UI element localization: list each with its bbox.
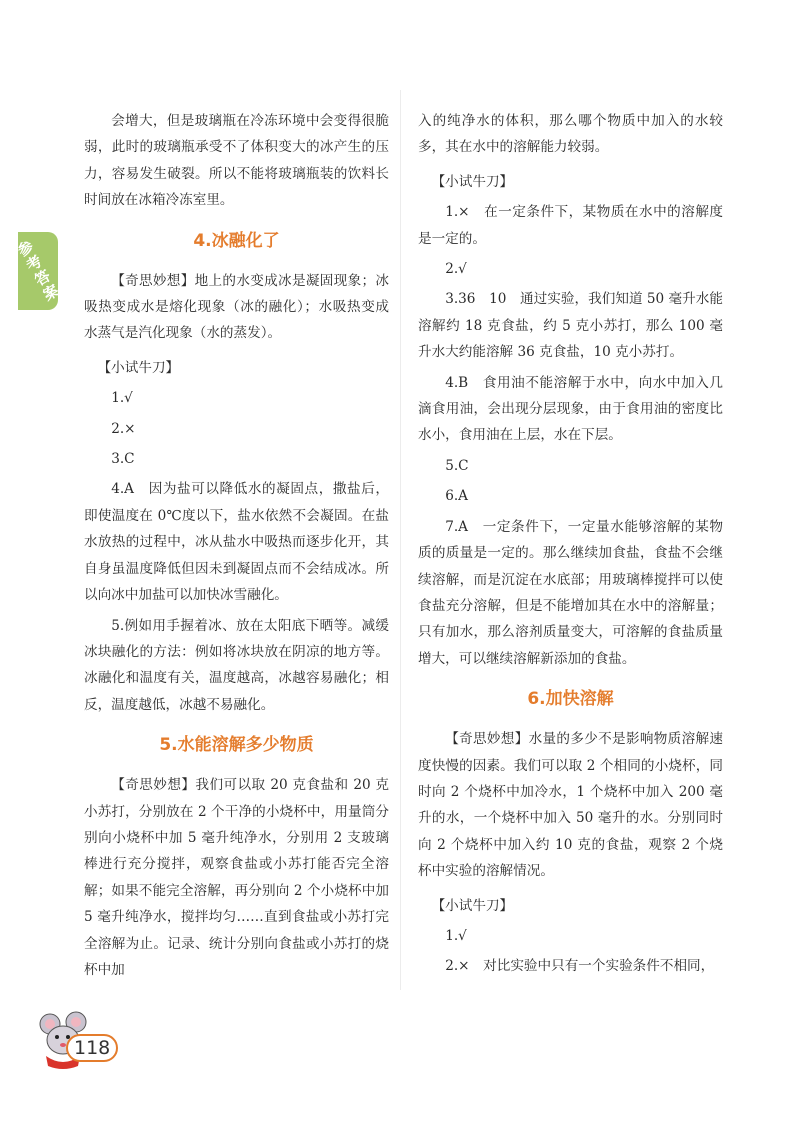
answer-item: 4.A 因为盐可以降低水的凝固点，撒盐后，即使温度在 0℃度以下，盐水依然不会凝固。在盐水放热的过程中，冰从盐水中吸热而逐步化开，其自身虽温度降低但因未到凝固点而不会结成冰。所以向冰中加盐可以加快冰雪融化。 bbox=[84, 481, 389, 604]
section-title-6: 6.加快溶解 bbox=[527, 689, 614, 710]
answer-item: 2.× bbox=[111, 420, 136, 437]
think-paragraph: 【奇思妙想】地上的水变成冰是凝固现象；冰吸热变成水是熔化现象（冰的融化）；水吸热变成水蒸气是汽化现象（水的蒸发）。 bbox=[84, 272, 389, 342]
right-column bbox=[418, 108, 723, 980]
answer-item: 2.√ bbox=[445, 261, 467, 278]
answer-item: 2.× 对比实验中只有一个实验条件不相同， bbox=[445, 958, 715, 975]
answer-item: 1.√ bbox=[111, 390, 133, 407]
think-paragraph: 【奇思妙想】我们可以取 20 克食盐和 20 克小苏打，分别放在 2 个干净的小烧杯中，用量筒分别向小烧杯中加 5 毫升纯净水，分别用 2 支玻璃棒进行充分搅拌，观察食盐或小苏打能否完全溶解；如果不能完全溶解，再分别向 2 个小烧杯中加 5 毫升纯净水，搅拌均匀……直到食盐或小苏打完全溶解为止。记录、统计分别向食盐或小苏打的烧杯中加 bbox=[84, 777, 389, 978]
answer-item: 7.A 一定条件下，一定量水能够溶解的某物质的质量是一定的。那么继续加食盐，食盐不会继续溶解，而是沉淀在水底部；用玻璃棒搅拌可以使食盐充分溶解，但是不能增加其在水中的溶解量；只有加水，那么溶剂质量变大，可溶解的食盐质量增大，可以继续溶解新添加的食盐。 bbox=[418, 518, 723, 667]
paragraph: 会增大，但是玻璃瓶在冷冻环境中会变得很脆弱，此时的玻璃瓶承受不了体积变大的冰产生的压力，容易发生破裂。所以不能将玻璃瓶装的饮料长时间放在冰箱冷冻室里。 bbox=[84, 113, 389, 209]
think-paragraph: 【奇思妙想】水量的多少不是影响物质溶解速度快慢的因素。我们可以取 2 个相同的小烧杯，同时向 2 个烧杯中加冷水，1 个烧杯中加入 200 毫升的水，一个烧杯中加入 50 毫升的水。分别同时向 2 个烧杯中加入约 10 克的食盐，观察 2 个烧杯中实验的溶解情况。 bbox=[418, 731, 723, 880]
test-label: 【小试牛刀】 bbox=[431, 173, 514, 190]
column-divider bbox=[400, 90, 401, 990]
section-title-5: 5.水能溶解多少物质 bbox=[159, 735, 314, 756]
answer-item: 4.B 食用油不能溶解于水中，向水中加入几滴食用油，会出现分层现象，由于食用油的密度比水小，食用油在上层，水在下层。 bbox=[418, 374, 723, 444]
side-tab-answer-key bbox=[12, 232, 63, 310]
answer-item: 5.例如用手握着冰、放在太阳底下晒等。减缓冰块融化的方法：例如将冰块放在阴凉的地方等。冰融化和温度有关，温度越高，冰越容易融化；相反，温度越低，冰越不易融化。 bbox=[84, 617, 389, 713]
test-label: 【小试牛刀】 bbox=[97, 359, 180, 376]
page-number: 118 bbox=[66, 1034, 118, 1062]
section-title-4: 4.冰融化了 bbox=[193, 230, 280, 251]
answer-item: 1.× 在一定条件下，某物质在水中的溶解度是一定的。 bbox=[418, 204, 723, 247]
answer-item: 3.C bbox=[111, 451, 135, 468]
answer-item: 1.√ bbox=[445, 927, 467, 944]
test-label: 【小试牛刀】 bbox=[431, 897, 514, 914]
answer-item: 6.A bbox=[445, 488, 468, 505]
answer-item: 3.36 10 通过实验，我们知道 50 毫升水能溶解约 18 克食盐，约 5 克小苏打，那么 100 毫升水大约能溶解 36 克食盐，10 克小苏打。 bbox=[418, 291, 723, 361]
paragraph: 入的纯净水的体积，那么哪个物质中加入的水较多，其在水中的溶解能力较弱。 bbox=[418, 113, 723, 156]
answer-item: 5.C bbox=[445, 457, 469, 474]
side-tab-label: 参考答案 bbox=[12, 237, 63, 306]
left-column bbox=[84, 108, 389, 983]
